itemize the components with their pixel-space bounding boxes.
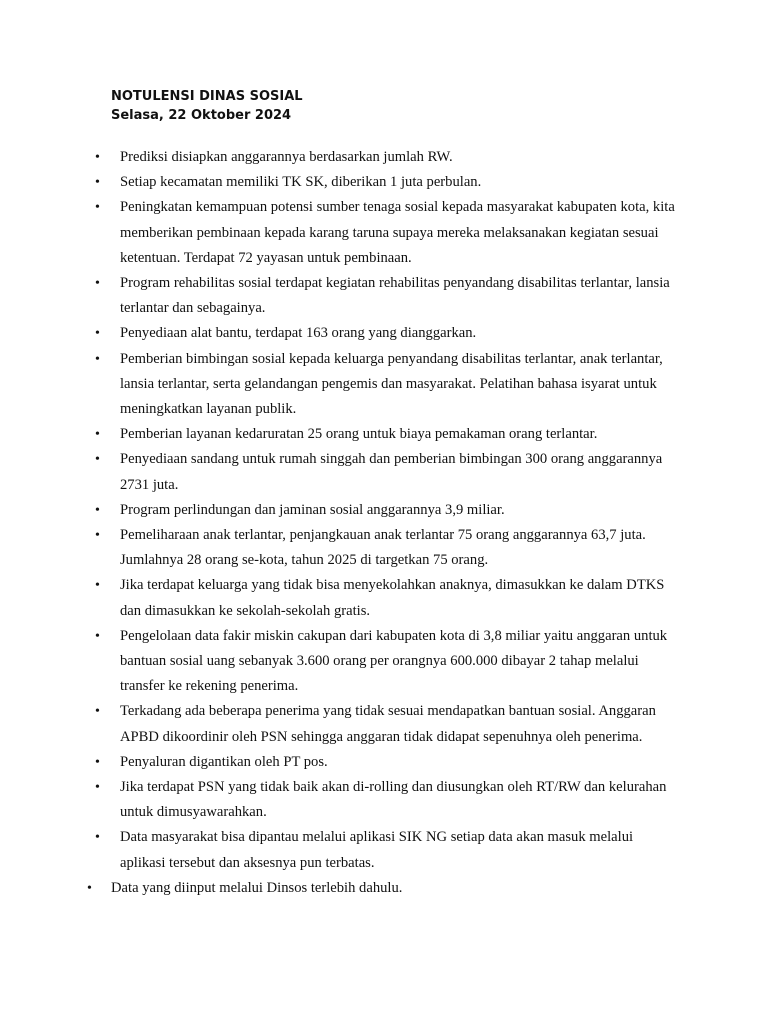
list-item — [0, 170, 680, 195]
list-item-text: Penyediaan alat bantu, terdapat 163 orang yang dianggarkan. — [120, 325, 477, 342]
list-item — [0, 422, 680, 447]
list-item — [0, 347, 680, 423]
list-item-text: Prediksi disiapkan anggarannya berdasarkan jumlah RW. — [120, 149, 453, 165]
list-item — [0, 498, 680, 523]
list-item-text: Data yang diinput melalui Dinsos terlebih dahulu. — [111, 879, 403, 896]
list-item-outdented — [0, 876, 671, 901]
list-item-text: Terkadang ada beberapa penerima yang tidak sesuai mendapatkan bantuan sosial. Anggaran APBD dikoordinir oleh PSN sehingga anggaran tidak didapat sepenuhnya oleh penerima. — [120, 703, 656, 745]
bullet-icon: • — [95, 200, 100, 216]
bullet-icon: • — [95, 830, 100, 846]
document-date: Selasa, 22 Oktober 2024 — [111, 108, 292, 123]
bullet-icon: • — [95, 528, 100, 544]
document-title: NOTULENSI DINAS SOSIAL — [111, 89, 303, 104]
list-item-text: Program rehabilitas sosial terdapat kegiatan rehabilitas penyandang disabilitas terlantar, lansia terlantar dan sebagainya. — [120, 275, 670, 317]
list-item-text: Pemberian bimbingan sosial kepada keluarga penyandang disabilitas terlantar, anak terlantar, lansia terlantar, serta gelandangan pengemis dan masyarakat. Pelatihan bahasa isyarat untuk meningkatkan layanan publik. — [120, 350, 663, 418]
list-item-text: Data masyarakat bisa dipantau melalui aplikasi SIK NG setiap data akan masuk melalui aplikasi tersebut dan aksesnya pun terbatas. — [120, 829, 634, 871]
list-item — [0, 750, 680, 775]
bullet-icon: • — [95, 754, 100, 770]
list-item — [0, 699, 680, 749]
bullet-icon: • — [95, 704, 100, 720]
list-item — [0, 825, 680, 875]
list-item — [0, 447, 680, 497]
list-item — [0, 321, 680, 346]
list-item-text: Jika terdapat PSN yang tidak baik akan di-rolling dan diusungkan oleh RT/RW dan kelurahan untuk dimusyawarahkan. — [120, 779, 667, 821]
list-item — [0, 775, 680, 825]
list-item-text: Pemberian layanan kedaruratan 25 orang untuk biaya pemakaman orang terlantar. — [120, 426, 598, 443]
bullet-icon: • — [95, 175, 100, 191]
list-item-text: Pengelolaan data fakir miskin cakupan dari kabupaten kota di 3,8 miliar yaitu anggaran untuk bantuan sosial uang sebanyak 3.600 orang per orangnya 600.000 dibayar 2 tahap melalui transfer ke rekening penerima. — [120, 627, 668, 695]
document-header — [111, 87, 303, 125]
list-item-text: Pemeliharaan anak terlantar, penjangkauan anak terlantar 75 orang anggarannya 63,7 juta. Jumlahnya 28 orang se-kota, tahun 2025 di targetkan 75 orang. — [120, 527, 646, 569]
list-item-text: Jika terdapat keluarga yang tidak bisa menyekolahkan anaknya, dimasukkan ke dalam DTKS dan dimasukkan ke sekolah-sekolah gratis. — [120, 577, 665, 619]
list-item-text: Program perlindungan dan jaminan sosial anggarannya 3,9 miliar. — [120, 501, 505, 518]
bullet-icon: • — [95, 326, 100, 342]
bullet-icon: • — [95, 578, 100, 594]
bullet-icon: • — [95, 276, 100, 292]
list-item — [0, 271, 680, 321]
list-item-text: Setiap kecamatan memiliki TK SK, diberikan 1 juta perbulan. — [120, 174, 482, 191]
list-item-text: Penyaluran digantikan oleh PT pos. — [120, 753, 328, 770]
bullet-icon: • — [95, 628, 100, 644]
bullet-icon: • — [95, 452, 100, 468]
bullet-icon: • — [95, 351, 100, 367]
bullet-icon: • — [95, 502, 100, 518]
list-item — [0, 573, 680, 623]
list-item — [0, 195, 680, 271]
bullet-icon: • — [87, 880, 92, 896]
bullet-icon: • — [95, 427, 100, 443]
bullet-icon: • — [95, 150, 100, 165]
list-item — [0, 523, 680, 573]
bullet-icon: • — [95, 780, 100, 796]
list-item-text: Peningkatan kemampuan potensi sumber tenaga sosial kepada masyarakat kabupaten kota, kita memberikan pembinaan kepada karang taruna supaya mereka melaksanakan kegiatan sesuai ketentuan. Terdapat 72 yayasan untuk pembinaan. — [120, 199, 675, 266]
notes-list — [0, 145, 768, 901]
list-item-text: Penyediaan sandang untuk rumah singgah dan pemberian bimbingan 300 orang anggarannya 2731 juta. — [120, 451, 663, 493]
list-item — [0, 624, 680, 700]
list-item — [0, 145, 680, 170]
